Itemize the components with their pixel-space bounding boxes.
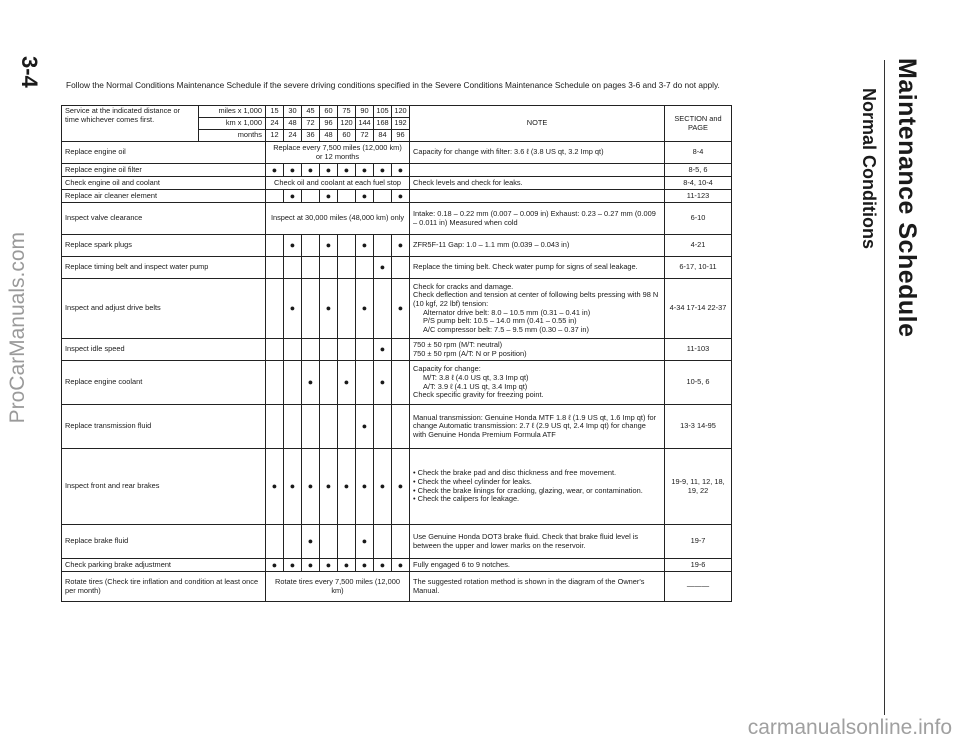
miles-cell: 120 — [392, 106, 410, 118]
note-line: • Check the wheel cylinder for leaks. — [413, 476, 532, 486]
row-note: Check levels and check for leaks. — [410, 177, 665, 190]
km-label: km x 1,000 — [199, 118, 266, 130]
service-dot: ● — [266, 559, 284, 572]
note-line: M/T: 3.8 ℓ (4.0 US qt, 3.3 Imp qt) — [423, 372, 529, 382]
service-dot: ● — [356, 559, 374, 572]
row-interval: Check oil and coolant at each fuel stop — [266, 177, 410, 190]
header-label: Service at the indicated distance or time whichever comes first. — [62, 106, 199, 142]
note-line: P/S pump belt: 10.5 – 14.0 mm (0.41 – 0.55 in) — [423, 316, 577, 326]
km-cell: 48 — [284, 118, 302, 130]
note-line: • Check the brake linings for cracking, glazing, wear, or contamination. — [413, 485, 643, 495]
service-dot: ● — [320, 449, 338, 525]
months-cell: 60 — [338, 130, 356, 142]
row-note — [410, 279, 665, 339]
row-label: Replace engine oil filter — [62, 164, 266, 177]
table-row — [62, 405, 732, 449]
table-row — [62, 572, 732, 602]
note-line: 750 ± 50 rpm (M/T: neutral) — [413, 339, 503, 349]
service-dot: ● — [392, 279, 410, 339]
service-dot: ● — [284, 164, 302, 177]
service-dot: ● — [302, 449, 320, 525]
row-note: Replace the timing belt. Check water pump for signs of seal leakage. — [410, 257, 665, 279]
row-section: 8-4, 10-4 — [665, 177, 732, 190]
row-note — [410, 339, 665, 361]
service-dot: ● — [338, 164, 356, 177]
service-dot: ● — [284, 449, 302, 525]
note-line: Check specific gravity for freezing point. — [413, 390, 544, 400]
miles-cell: 45 — [302, 106, 320, 118]
note-line: Check deflection and tension at center of following belts pressing with 98 N (10 kgf, 22 lbf) tension: — [413, 290, 659, 308]
service-dot: ● — [392, 449, 410, 525]
row-note: The suggested rotation method is shown in the diagram of the Owner's Manual. — [410, 572, 665, 602]
row-section: 4-21 — [665, 235, 732, 257]
row-label: Inspect and adjust drive belts — [62, 279, 266, 339]
service-dot: ● — [266, 164, 284, 177]
row-label: Replace transmission fluid — [62, 405, 266, 449]
page-number: 3-4 — [17, 56, 42, 88]
service-dot: ● — [320, 190, 338, 203]
service-dot: ● — [392, 235, 410, 257]
service-dot: ● — [356, 164, 374, 177]
service-dot: ● — [338, 449, 356, 525]
table-row — [62, 559, 732, 572]
watermark: ProCarManuals.com — [6, 232, 29, 424]
service-dot: ● — [320, 279, 338, 339]
service-dot: ● — [320, 164, 338, 177]
row-section: 13-3 14-95 — [665, 405, 732, 449]
side-subtitle: Normal Conditions — [859, 88, 879, 249]
row-section: 19-6 — [665, 559, 732, 572]
months-label: months — [199, 130, 266, 142]
miles-cell: 15 — [266, 106, 284, 118]
row-note: Capacity for change with filter: 3.6 ℓ (3.8 US qt, 3.2 Imp qt) — [410, 142, 665, 164]
row-label: Replace air cleaner element — [62, 190, 266, 203]
row-section: 6-10 — [665, 203, 732, 235]
service-dot: ● — [374, 339, 392, 361]
service-dot: ● — [356, 405, 374, 449]
service-dot: ● — [356, 449, 374, 525]
table-row — [62, 203, 732, 235]
service-dot: ● — [392, 164, 410, 177]
row-note — [410, 449, 665, 525]
note-line: • Check the calipers for leakage. — [413, 494, 520, 504]
service-dot: ● — [374, 449, 392, 525]
row-section: 10-5, 6 — [665, 361, 732, 405]
service-dot: ● — [392, 559, 410, 572]
note-line: A/C compressor belt: 7.5 – 9.5 mm (0.30 – 0.37 in) — [423, 324, 589, 334]
header-row-miles — [62, 106, 732, 118]
note-line: A/T: 3.9 ℓ (4.1 US qt, 3.4 Imp qt) — [423, 381, 528, 391]
table-row — [62, 361, 732, 405]
service-dot: ● — [374, 164, 392, 177]
note-line: Alternator drive belt: 8.0 – 10.5 mm (0.31 – 0.41 in) — [423, 307, 591, 317]
service-dot: ● — [302, 361, 320, 405]
row-section: 11-123 — [665, 190, 732, 203]
row-label: Inspect front and rear brakes — [62, 449, 266, 525]
service-dot: ● — [356, 190, 374, 203]
row-interval: Replace every 7,500 miles (12,000 km) or 12 months — [266, 142, 410, 164]
row-note — [410, 361, 665, 405]
table-row — [62, 257, 732, 279]
table-row — [62, 235, 732, 257]
service-dot: ● — [338, 559, 356, 572]
months-cell: 84 — [374, 130, 392, 142]
row-note: Manual transmission: Genuine Honda MTF 1.8 ℓ (1.9 US qt, 1.6 Imp qt) for change Automatic transmission: 2.7 ℓ (2.9 US qt, 2.4 Imp qt) for change with Genuine Honda Premium Formula ATF — [410, 405, 665, 449]
row-label: Replace engine coolant — [62, 361, 266, 405]
row-section: 8-5, 6 — [665, 164, 732, 177]
row-note: Use Genuine Honda DOT3 brake fluid. Check that brake fluid level is between the upper and lower marks on the reservoir. — [410, 525, 665, 559]
service-dot: ● — [374, 559, 392, 572]
service-dot: ● — [374, 361, 392, 405]
table-row — [62, 142, 732, 164]
table-row — [62, 164, 732, 177]
side-title: Maintenance Schedule — [893, 58, 921, 338]
miles-cell: 60 — [320, 106, 338, 118]
miles-cell: 75 — [338, 106, 356, 118]
row-note: Fully engaged 6 to 9 notches. — [410, 559, 665, 572]
km-cell: 24 — [266, 118, 284, 130]
service-dot: ● — [284, 279, 302, 339]
service-dot: ● — [320, 559, 338, 572]
service-dot: ● — [392, 190, 410, 203]
km-cell: 144 — [356, 118, 374, 130]
table-row — [62, 279, 732, 339]
row-section: 8-4 — [665, 142, 732, 164]
months-cell: 24 — [284, 130, 302, 142]
service-dot: ● — [302, 164, 320, 177]
row-label: Check parking brake adjustment — [62, 559, 266, 572]
row-section: ——— — [665, 572, 732, 602]
section-header: SECTION and PAGE — [665, 106, 732, 142]
miles-cell: 90 — [356, 106, 374, 118]
miles-label: miles x 1,000 — [199, 106, 266, 118]
row-section: 19-7 — [665, 525, 732, 559]
months-cell: 72 — [356, 130, 374, 142]
row-label: Replace spark plugs — [62, 235, 266, 257]
intro-text: Follow the Normal Conditions Maintenance Schedule if the severe driving conditions specified in the Severe Conditions Maintenance Schedule on pages 3-6 and 3-7 do not apply. — [66, 80, 720, 90]
km-cell: 72 — [302, 118, 320, 130]
miles-cell: 30 — [284, 106, 302, 118]
note-line: • Check the brake pad and disc thickness and free movement. — [413, 468, 617, 478]
service-dot: ● — [374, 257, 392, 279]
table-row — [62, 177, 732, 190]
row-note: Intake: 0.18 – 0.22 mm (0.007 – 0.009 in) Exhaust: 0.23 – 0.27 mm (0.009 – 0.011 in) Measured when cold — [410, 203, 665, 235]
side-divider — [884, 60, 885, 715]
row-note — [410, 190, 665, 203]
months-cell: 36 — [302, 130, 320, 142]
row-note: ZFR5F-11 Gap: 1.0 – 1.1 mm (0.039 – 0.043 in) — [410, 235, 665, 257]
maintenance-table — [61, 105, 732, 602]
service-dot: ● — [302, 559, 320, 572]
service-dot: ● — [356, 279, 374, 339]
months-cell: 12 — [266, 130, 284, 142]
row-section: 6-17, 10-11 — [665, 257, 732, 279]
row-label: Replace timing belt and inspect water pump — [62, 257, 266, 279]
km-cell: 192 — [392, 118, 410, 130]
km-cell: 96 — [320, 118, 338, 130]
service-dot: ● — [356, 525, 374, 559]
table-row — [62, 339, 732, 361]
note-line: 750 ± 50 rpm (A/T: N or P position) — [413, 348, 527, 358]
note-header: NOTE — [410, 106, 665, 142]
row-label: Replace engine oil — [62, 142, 266, 164]
row-label: Inspect idle speed — [62, 339, 266, 361]
km-cell: 168 — [374, 118, 392, 130]
service-dot: ● — [338, 361, 356, 405]
row-label: Replace brake fluid — [62, 525, 266, 559]
service-dot: ● — [284, 190, 302, 203]
row-section: 19-9, 11, 12, 18, 19, 22 — [665, 449, 732, 525]
row-interval: Inspect at 30,000 miles (48,000 km) only — [266, 203, 410, 235]
note-line: Check for cracks and damage. — [413, 281, 514, 291]
service-dot: ● — [320, 235, 338, 257]
table-row — [62, 190, 732, 203]
row-label: Check engine oil and coolant — [62, 177, 266, 190]
row-section: 11-103 — [665, 339, 732, 361]
miles-cell: 105 — [374, 106, 392, 118]
months-cell: 48 — [320, 130, 338, 142]
service-dot: ● — [284, 559, 302, 572]
table-row — [62, 525, 732, 559]
service-dot: ● — [284, 235, 302, 257]
row-interval: Rotate tires every 7,500 miles (12,000 km) — [266, 572, 410, 602]
service-dot: ● — [266, 449, 284, 525]
km-cell: 120 — [338, 118, 356, 130]
row-section: 4-34 17-14 22-37 — [665, 279, 732, 339]
row-note — [410, 164, 665, 177]
table-row — [62, 449, 732, 525]
row-label: Inspect valve clearance — [62, 203, 266, 235]
service-dot: ● — [302, 525, 320, 559]
months-cell: 96 — [392, 130, 410, 142]
service-dot: ● — [356, 235, 374, 257]
row-label: Rotate tires (Check tire inflation and condition at least once per month) — [62, 572, 266, 602]
footer-watermark: carmanualsonline.info — [747, 716, 952, 739]
note-line: Capacity for change: — [413, 364, 481, 374]
